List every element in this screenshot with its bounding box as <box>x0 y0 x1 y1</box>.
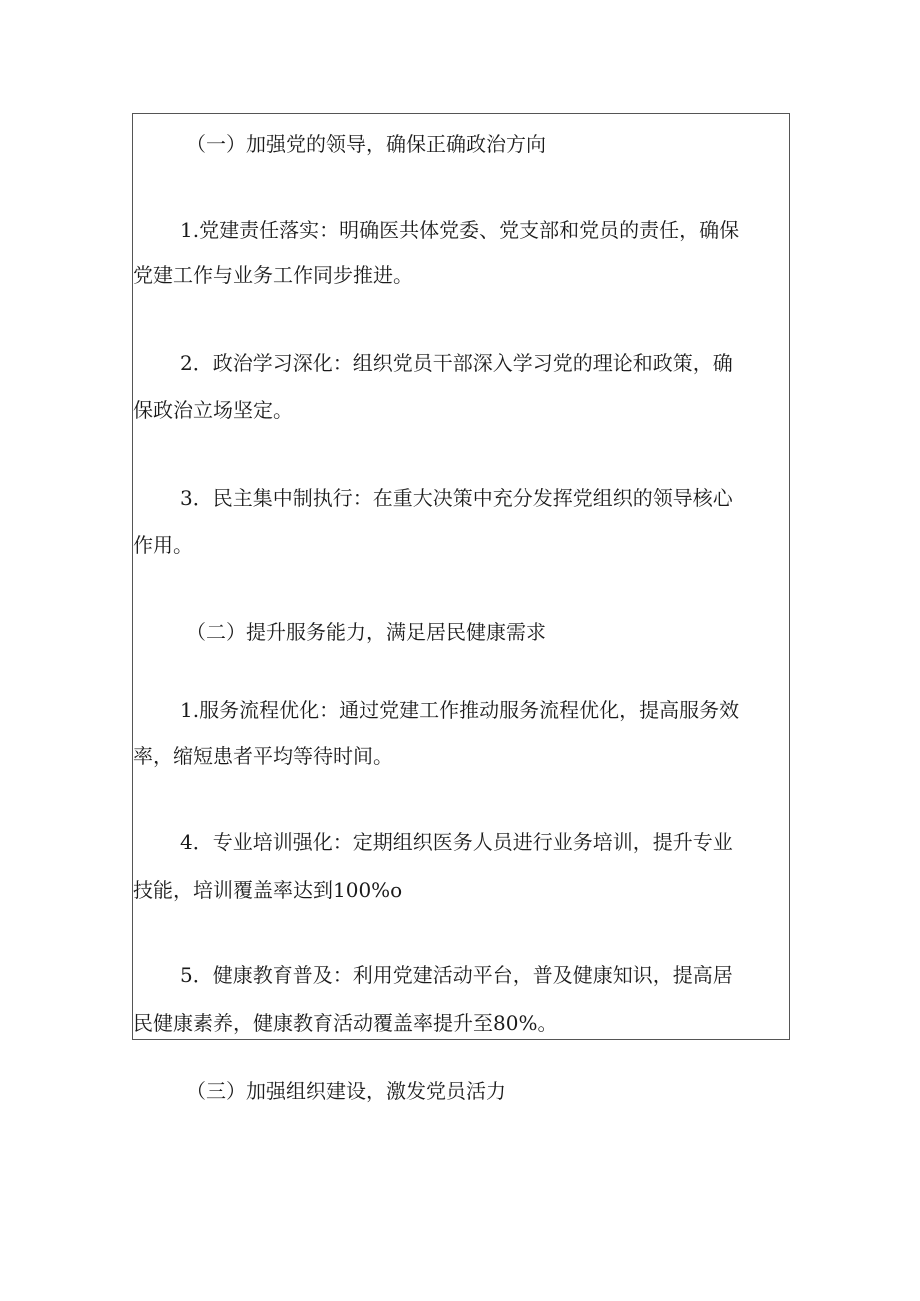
section2-item1-line2: 率，缩短患者平均等待时间。 <box>133 744 393 768</box>
section3-heading: （三）加强组织建设，激发党员活力 <box>186 1079 506 1103</box>
section2-item2-line1: 4．专业培训强化：定期组织医务人员进行业务培训，提升专业 <box>180 830 733 854</box>
section1-heading: （一）加强党的领导，确保正确政治方向 <box>186 132 546 156</box>
section2-item3-line2: 民健康素养，健康教育活动覆盖率提升至80%。 <box>133 1011 558 1035</box>
section2-item3-line1: 5．健康教育普及：利用党建活动平台，普及健康知识，提高居 <box>180 963 733 987</box>
section2-item2-line2: 技能，培训覆盖率达到100%o <box>133 878 403 902</box>
section1-item2-line1: 2．政治学习深化：组织党员干部深入学习党的理论和政策，确 <box>180 351 733 375</box>
section1-item3-line2: 作用。 <box>133 533 193 557</box>
section1-item3-line1: 3．民主集中制执行：在重大决策中充分发挥党组织的领导核心 <box>180 486 733 510</box>
section1-item1-line2: 党建工作与业务工作同步推进。 <box>133 263 413 287</box>
section2-item1-line1: 1.服务流程优化：通过党建工作推动服务流程优化，提高服务效 <box>180 698 740 722</box>
section2-heading: （二）提升服务能力，满足居民健康需求 <box>186 620 546 644</box>
section1-item2-line2: 保政治立场坚定。 <box>133 398 293 422</box>
section1-item1-line1: 1.党建责任落实：明确医共体党委、党支部和党员的责任，确保 <box>180 218 740 242</box>
